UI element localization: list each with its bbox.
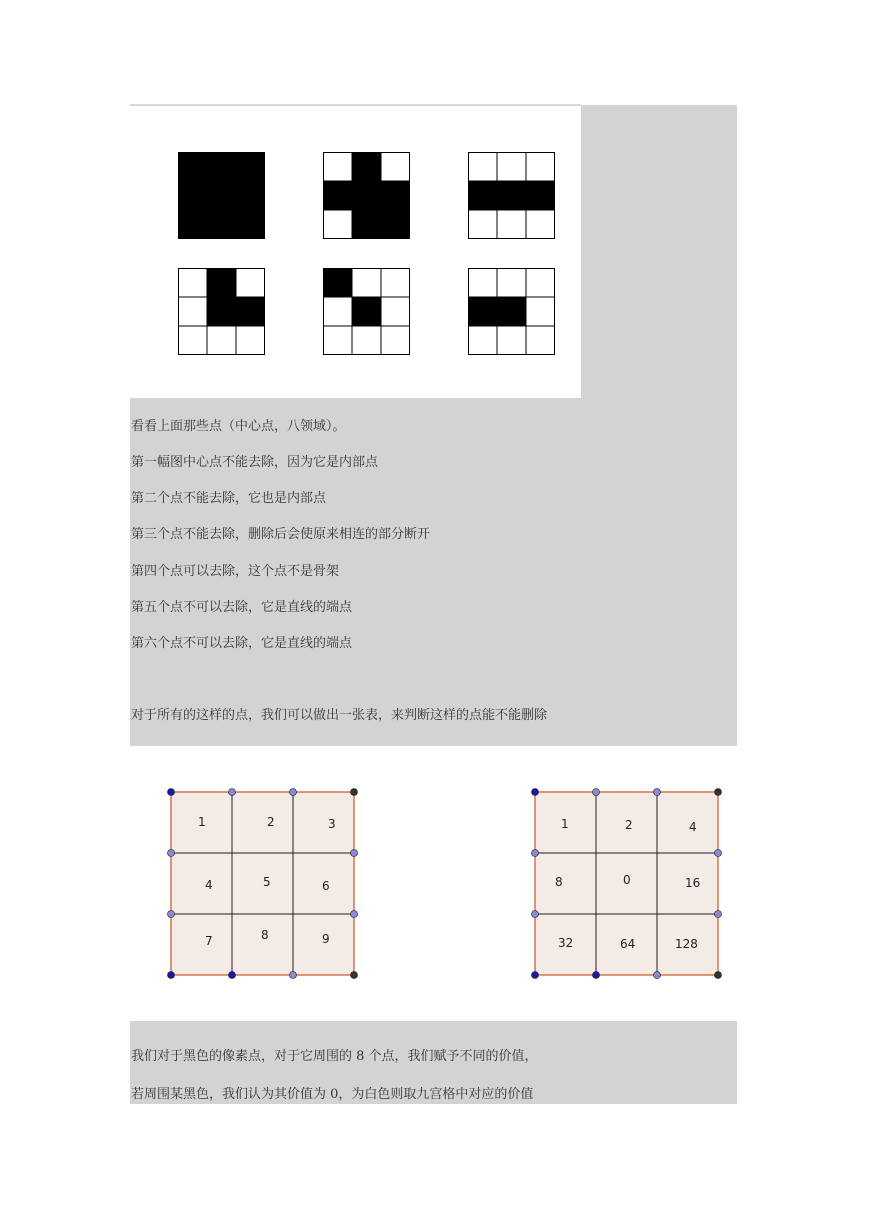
cell-label: 16 <box>685 876 701 890</box>
cell-label: 2 <box>267 815 275 829</box>
black-pixel <box>207 268 236 297</box>
white-pixel <box>468 152 497 181</box>
white-pixel <box>323 326 352 355</box>
white-pixel <box>381 268 410 297</box>
grid-point <box>532 789 539 796</box>
grid-point <box>351 850 358 857</box>
paragraph-7: 第六个点不可以去除，它是直线的端点 <box>131 636 353 651</box>
black-pixel <box>236 297 265 326</box>
white-pixel <box>352 326 381 355</box>
paragraph-8: 对于所有的这样的点，我们可以做出一张表，来判断这样的点能不能删除 <box>131 708 548 723</box>
grid-point <box>168 972 175 979</box>
pattern-figure <box>130 106 581 398</box>
white-pixel <box>381 297 410 326</box>
white-pixel <box>497 268 526 297</box>
black-pixel <box>468 181 497 210</box>
white-pixel <box>497 210 526 239</box>
grid-point <box>351 911 358 918</box>
white-pixel <box>526 152 555 181</box>
white-pixel <box>178 326 207 355</box>
white-pixel <box>381 152 410 181</box>
grid-point <box>593 972 600 979</box>
black-pixel <box>323 181 352 210</box>
black-pixel <box>352 152 381 181</box>
grid-point <box>715 789 722 796</box>
cell-label: 4 <box>205 878 213 892</box>
grid-point <box>654 789 661 796</box>
grid-point <box>229 972 236 979</box>
white-pixel <box>526 297 555 326</box>
grid-point <box>351 789 358 796</box>
black-pixel <box>468 297 497 326</box>
paragraph-6: 第五个点不可以去除，它是直线的端点 <box>131 600 353 615</box>
weight-grid <box>524 782 729 987</box>
white-pixel <box>381 326 410 355</box>
cell-label: 32 <box>558 936 574 950</box>
pattern-grid-4 <box>178 268 265 355</box>
white-pixel <box>236 326 265 355</box>
white-pixel <box>323 152 352 181</box>
black-pixel <box>178 181 207 210</box>
black-pixel <box>526 181 555 210</box>
grid-point <box>532 850 539 857</box>
pattern-grid-6 <box>468 268 555 355</box>
white-pixel <box>468 326 497 355</box>
white-pixel <box>526 210 555 239</box>
white-pixel <box>497 326 526 355</box>
cell-label: 1 <box>561 817 569 831</box>
grid-point <box>290 972 297 979</box>
black-pixel <box>381 181 410 210</box>
black-pixel <box>207 210 236 239</box>
paragraph-10: 若周围某黑色，我们认为其价值为 0，为白色则取九宫格中对应的价值 <box>131 1087 534 1102</box>
black-pixel <box>236 152 265 181</box>
cell-label: 2 <box>625 818 633 832</box>
grid-point <box>715 911 722 918</box>
black-pixel <box>207 181 236 210</box>
cell-label: 5 <box>263 875 271 889</box>
cell-label: 1 <box>198 815 206 829</box>
paragraph-9: 我们对于黑色的像素点，对于它周围的 8 个点，我们赋予不同的价值， <box>131 1049 538 1064</box>
black-pixel <box>236 210 265 239</box>
grid-point <box>290 789 297 796</box>
pattern-grid-2 <box>323 152 410 239</box>
pattern-grid-1 <box>178 152 265 239</box>
black-pixel <box>381 210 410 239</box>
black-pixel <box>236 181 265 210</box>
white-pixel <box>468 210 497 239</box>
grid-point <box>715 850 722 857</box>
pattern-grid-5 <box>323 268 410 355</box>
cell-label: 8 <box>555 875 563 889</box>
white-pixel <box>178 297 207 326</box>
pattern-grid-3 <box>468 152 555 239</box>
paragraph-4: 第三个点不能去除，删除后会使原来相连的部分断开 <box>131 527 431 542</box>
cell-label: 4 <box>689 820 697 834</box>
grid-point <box>168 850 175 857</box>
black-pixel <box>178 210 207 239</box>
white-pixel <box>352 268 381 297</box>
cell-label: 9 <box>322 932 330 946</box>
position-grid <box>160 782 365 987</box>
white-pixel <box>497 152 526 181</box>
black-pixel <box>178 152 207 181</box>
black-pixel <box>207 297 236 326</box>
grid-point <box>168 911 175 918</box>
grid-point <box>532 911 539 918</box>
grid-point <box>168 789 175 796</box>
white-pixel <box>468 268 497 297</box>
grid-point <box>351 972 358 979</box>
white-pixel <box>526 268 555 297</box>
paragraph-3: 第二个点不能去除，它也是内部点 <box>131 491 327 506</box>
white-pixel <box>236 268 265 297</box>
grid-point <box>593 789 600 796</box>
cell-label: 3 <box>328 817 336 831</box>
white-pixel <box>526 326 555 355</box>
black-pixel <box>323 268 352 297</box>
black-pixel <box>352 297 381 326</box>
cell-label: 8 <box>261 928 269 942</box>
cell-label: 7 <box>205 934 213 948</box>
paragraph-1: 看看上面那些点（中心点，八领域）。 <box>131 419 346 434</box>
black-pixel <box>352 181 381 210</box>
grid-point <box>654 972 661 979</box>
white-pixel <box>178 268 207 297</box>
grid-point <box>532 972 539 979</box>
cell-label: 64 <box>620 937 636 951</box>
cell-label: 128 <box>675 937 698 951</box>
white-pixel <box>323 210 352 239</box>
cell-label: 0 <box>623 873 631 887</box>
black-pixel <box>207 152 236 181</box>
black-pixel <box>352 210 381 239</box>
grid-point <box>229 789 236 796</box>
paragraph-2: 第一幅图中心点不能去除，因为它是内部点 <box>131 455 379 470</box>
cell-label: 6 <box>322 879 330 893</box>
white-pixel <box>323 297 352 326</box>
black-pixel <box>497 297 526 326</box>
black-pixel <box>497 181 526 210</box>
grid-point <box>715 972 722 979</box>
white-pixel <box>207 326 236 355</box>
paragraph-5: 第四个点可以去除，这个点不是骨架 <box>131 564 340 579</box>
